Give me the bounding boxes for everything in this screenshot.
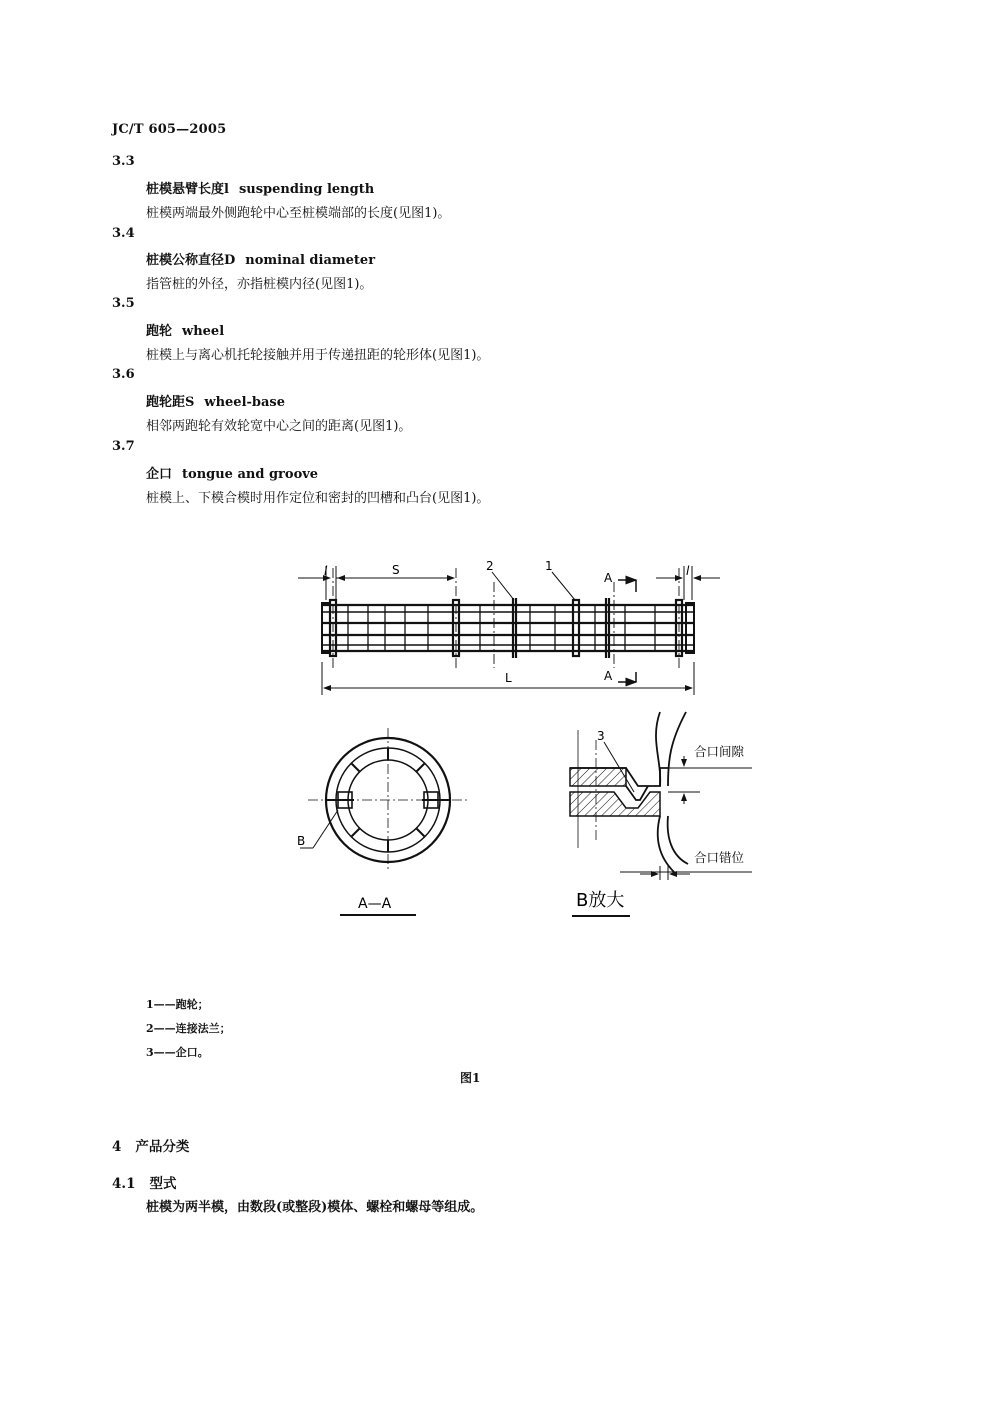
term-zh: 桩模悬臂长度l [146,182,229,197]
subsection-text: 桩模为两半模，由数段(或整段)模体、螺栓和螺母等组成。 [146,1200,484,1215]
label-l-right: l [686,564,690,578]
term-definition: 桩模上与离心机托轮接触并用于传递扭距的轮形体(见图1)。 [146,348,490,363]
clause-number: 3.4 [112,226,135,241]
subsection-title: 型式 [149,1176,177,1192]
term-definition: 指管桩的外径，亦指桩模内径(见图1)。 [146,277,373,292]
term-en: wheel-base [204,395,286,410]
term-en: nominal diameter [245,253,376,268]
label-b: B [297,834,306,848]
label-b-zoom: B放大 [576,890,625,911]
clause-number: 3.5 [112,296,135,311]
term-zh: 跑轮距S [146,395,195,410]
label-2: 2 [486,559,494,573]
label-3: 3 [597,729,605,743]
term-zh: 桩模公称直径D [146,253,236,268]
label-a-top: A [604,571,613,585]
term-zh: 跑轮 [146,324,173,339]
section-title: 产品分类 [135,1139,190,1155]
subsection-heading [112,1172,177,1192]
label-gap: 合口间隙 [694,744,745,759]
label-a-a: A—A [358,896,392,912]
term-definition: 相邻两跑轮有效轮宽中心之间的距离(见图1)。 [146,419,412,434]
standard-code: JC/T 605—2005 [112,122,227,137]
label-l-left: l [324,564,328,578]
label-a-bottom: A [604,669,613,683]
clause-number: 3.7 [112,439,135,454]
term-en: tongue and groove [182,467,319,482]
term-zh: 企口 [146,467,173,482]
section-number: 4 [112,1139,122,1155]
label-1: 1 [545,559,553,573]
legend-item: 1——跑轮； [146,998,209,1011]
label-L: L [505,671,512,685]
legend-item: 2——连接法兰； [146,1022,231,1035]
subsection-number: 4.1 [112,1176,136,1192]
section-a-a [300,728,470,915]
clause-number: 3.6 [112,367,135,382]
term-en: wheel [182,324,225,339]
label-s: S [392,563,400,577]
section-heading [112,1135,189,1155]
term-en: suspending length [238,182,375,197]
legend-item: 3——企口。 [146,1046,209,1059]
clause-number: 3.3 [112,154,135,169]
term-definition: 桩模两端最外侧跑轮中心至桩模端部的长度(见图1)。 [146,206,451,221]
term-definition: 桩模上、下模合模时用作定位和密封的凹槽和凸台(见图1)。 [146,491,490,506]
label-offset: 合口错位 [694,850,745,865]
figure-caption: 图1 [460,1071,481,1085]
